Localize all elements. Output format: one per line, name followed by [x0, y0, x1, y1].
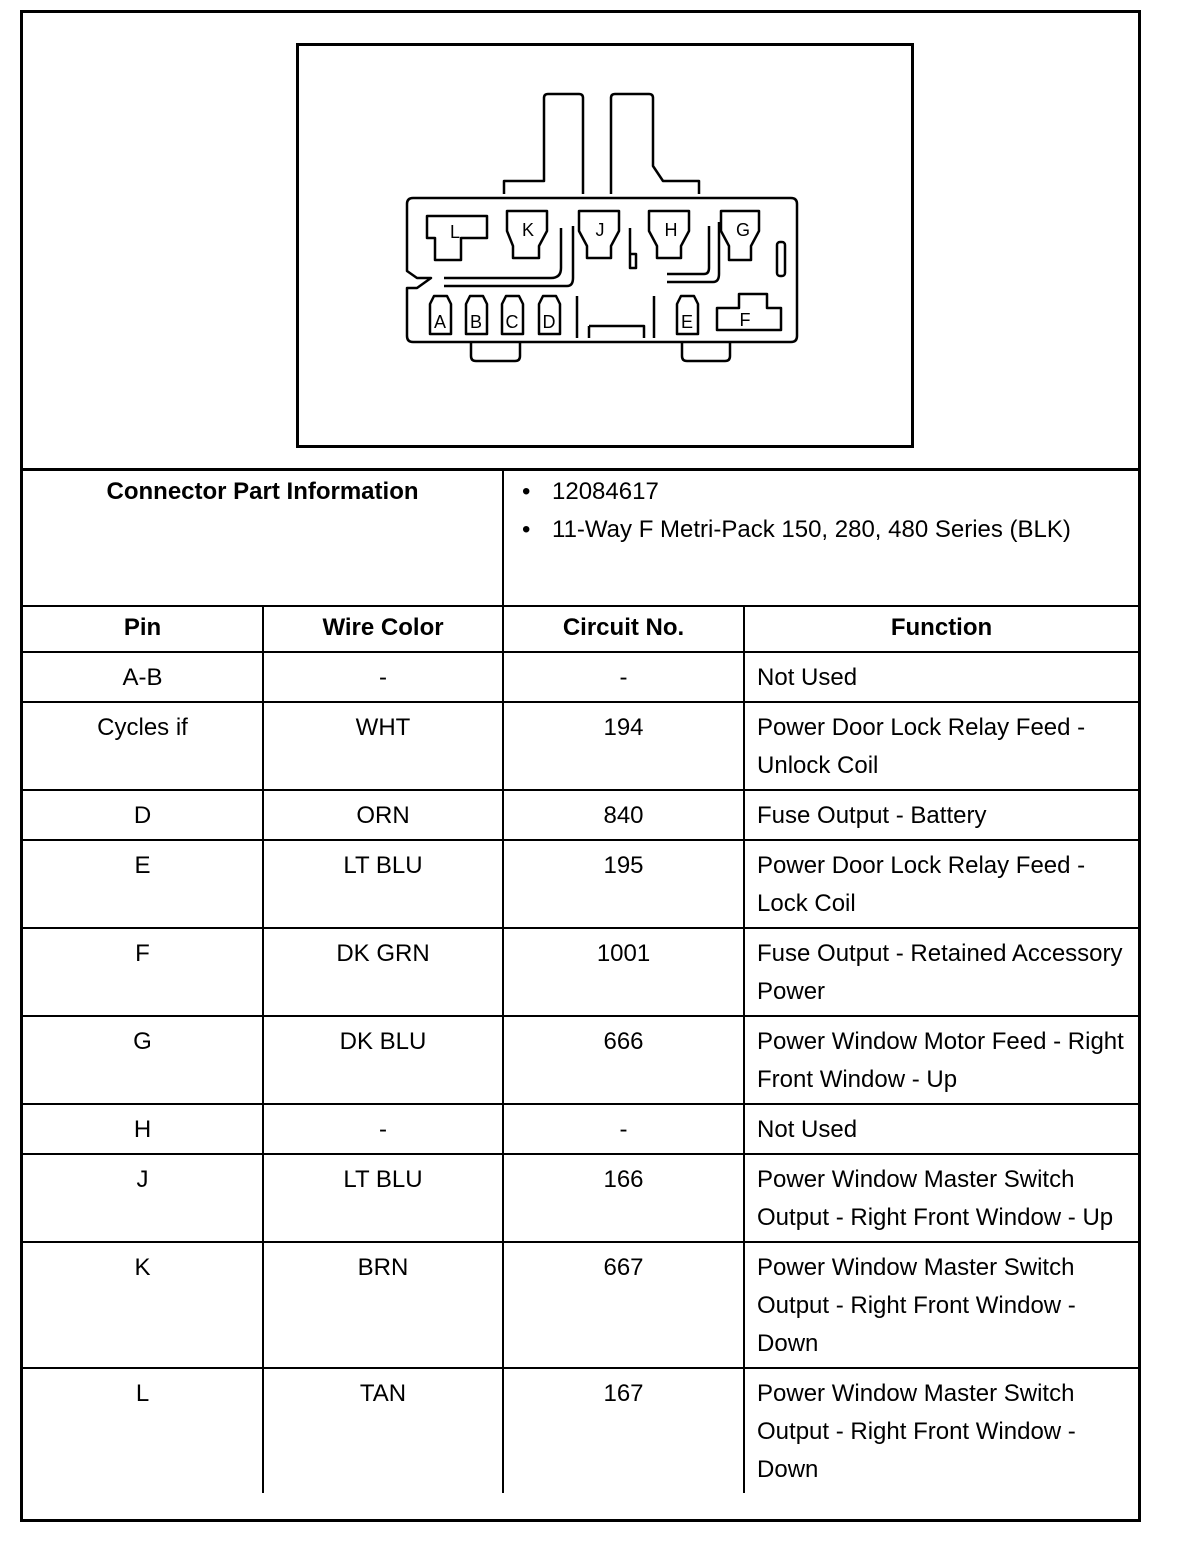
pin-cell: Cycles if	[23, 702, 263, 790]
pin-label: H	[664, 220, 678, 240]
pin-label: E	[680, 312, 694, 332]
pin-label: K	[521, 220, 535, 240]
pin-cell: D	[23, 790, 263, 840]
header-circuit: Circuit No.	[503, 606, 744, 652]
circuit-cell: 667	[503, 1242, 744, 1368]
circuit-cell: 167	[503, 1368, 744, 1493]
pin-cell: G	[23, 1016, 263, 1104]
circuit-cell: 666	[503, 1016, 744, 1104]
wire-color-cell: -	[263, 652, 503, 702]
function-cell: Not Used	[744, 1104, 1138, 1154]
connector-bottom-tab-right	[682, 342, 730, 361]
table-row	[23, 840, 1138, 928]
function-cell: Fuse Output - Retained Accessory Power	[744, 928, 1138, 1016]
table-row	[23, 1154, 1138, 1242]
wire-color-cell: LT BLU	[263, 1154, 503, 1242]
pin-label: A	[433, 312, 447, 332]
function-cell: Not Used	[744, 652, 1138, 702]
function-cell: Fuse Output - Battery	[744, 790, 1138, 840]
table-row	[23, 1242, 1138, 1368]
pin-label: G	[735, 220, 751, 240]
part-number: • 12084617	[522, 473, 1126, 511]
pin-label: D	[542, 312, 556, 332]
pin-cell: J	[23, 1154, 263, 1242]
pin-cell: L	[23, 1368, 263, 1493]
connector-center-latch	[577, 296, 654, 338]
part-info-values	[503, 471, 1138, 606]
pinout-table	[23, 471, 1138, 1493]
circuit-cell: 194	[503, 702, 744, 790]
function-cell: Power Door Lock Relay Feed - Unlock Coil	[744, 702, 1138, 790]
part-info-label: Connector Part Information	[23, 471, 503, 606]
pin-cell: H	[23, 1104, 263, 1154]
table-header-row	[23, 606, 1138, 652]
pin-cell: F	[23, 928, 263, 1016]
table-row	[23, 702, 1138, 790]
header-wire-color: Wire Color	[263, 606, 503, 652]
table-row	[23, 790, 1138, 840]
wire-color-cell: DK BLU	[263, 1016, 503, 1104]
pin-cell: A-B	[23, 652, 263, 702]
circuit-cell: 195	[503, 840, 744, 928]
pin-label: C	[505, 312, 519, 332]
table-row	[23, 1016, 1138, 1104]
part-info-row	[23, 471, 1138, 606]
pin-label: L	[449, 222, 461, 242]
wire-color-cell: -	[263, 1104, 503, 1154]
function-cell: Power Door Lock Relay Feed - Lock Coil	[744, 840, 1138, 928]
connector-face-drawing	[299, 46, 911, 445]
connector-j-latch	[630, 228, 636, 268]
header-function: Function	[744, 606, 1138, 652]
function-cell: Power Window Master Switch Output - Right Front Window - Down	[744, 1242, 1138, 1368]
wire-color-cell: ORN	[263, 790, 503, 840]
connector-sheet	[20, 10, 1141, 1522]
function-cell: Power Window Master Switch Output - Right Front Window - Down	[744, 1368, 1138, 1493]
wire-color-cell: LT BLU	[263, 840, 503, 928]
part-description: • 11-Way F Metri-Pack 150, 280, 480 Series (BLK)	[522, 511, 1126, 549]
circuit-cell: 166	[503, 1154, 744, 1242]
pin-label: J	[595, 220, 605, 240]
connector-side-key	[777, 242, 785, 276]
table-row	[23, 1368, 1138, 1493]
connector-lock-tower-right	[611, 94, 699, 194]
table-row	[23, 928, 1138, 1016]
wire-color-cell: DK GRN	[263, 928, 503, 1016]
function-cell: Power Window Master Switch Output - Right Front Window - Up	[744, 1154, 1138, 1242]
circuit-cell: 840	[503, 790, 744, 840]
pin-label: B	[469, 312, 483, 332]
pin-cell: E	[23, 840, 263, 928]
table-row	[23, 1104, 1138, 1154]
wire-color-cell: TAN	[263, 1368, 503, 1493]
connector-bottom-tab-left	[471, 342, 520, 361]
connector-diagram-area	[23, 13, 1138, 471]
pin-cell: K	[23, 1242, 263, 1368]
circuit-cell: -	[503, 652, 744, 702]
connector-diagram-frame	[296, 43, 914, 448]
pin-label: F	[739, 310, 751, 330]
connector-lock-tower-left	[504, 94, 583, 194]
wire-color-cell: WHT	[263, 702, 503, 790]
wire-color-cell: BRN	[263, 1242, 503, 1368]
header-pin: Pin	[23, 606, 263, 652]
table-row	[23, 652, 1138, 702]
circuit-cell: -	[503, 1104, 744, 1154]
circuit-cell: 1001	[503, 928, 744, 1016]
function-cell: Power Window Motor Feed - Right Front Window - Up	[744, 1016, 1138, 1104]
